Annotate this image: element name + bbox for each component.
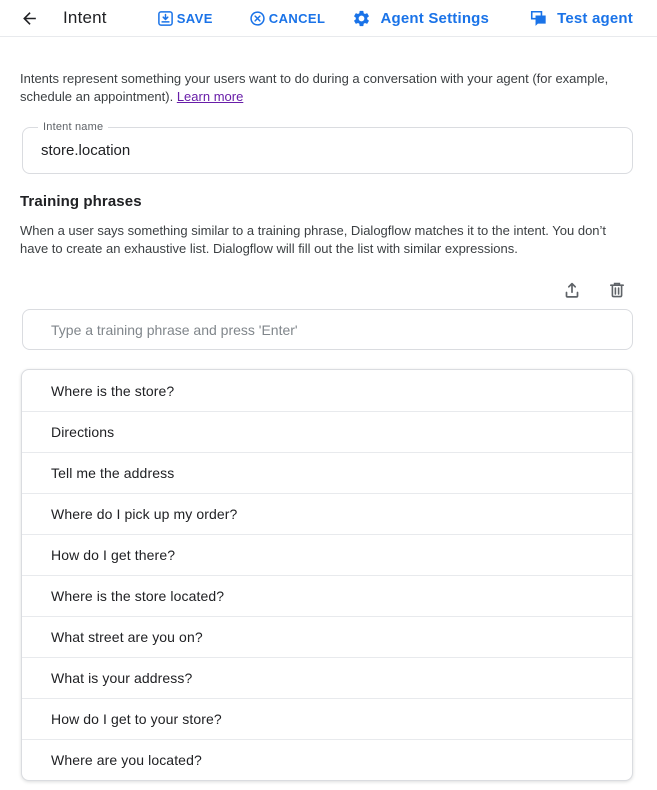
cancel-button[interactable] (249, 10, 326, 27)
training-phrase-text: What is your address? (51, 670, 193, 686)
topbar-right-group (352, 9, 633, 28)
training-phrase-row[interactable] (22, 534, 632, 575)
test-agent-label: Test agent (557, 9, 633, 27)
cancel-circle-icon (249, 10, 266, 27)
training-phrase-row[interactable] (22, 411, 632, 452)
training-phrase-text: What street are you on? (51, 629, 203, 645)
gear-icon (352, 9, 371, 28)
intent-name-input[interactable] (23, 142, 632, 159)
back-button[interactable] (20, 9, 39, 28)
test-agent-button[interactable] (529, 9, 633, 28)
agent-settings-label: Agent Settings (380, 9, 490, 27)
top-bar (0, 0, 657, 37)
training-phrases-description: When a user says something similar to a training phrase, Dialogflow matches it to the intent. You don’t have to create an exhaustive list. Dialogflow will fill out the list with similar expressions. (20, 223, 607, 256)
training-phrase-text: How do I get there? (51, 547, 176, 563)
agent-settings-button[interactable] (352, 9, 489, 28)
intent-name-field (22, 121, 633, 174)
trash-icon (607, 280, 627, 300)
delete-phrases-button[interactable] (607, 280, 627, 300)
training-phrase-text: Where is the store? (51, 382, 175, 399)
training-phrase-row[interactable] (22, 575, 632, 616)
training-phrase-text: Where are you located? (51, 752, 202, 768)
training-phrase-row[interactable] (22, 739, 632, 780)
save-button[interactable] (157, 10, 213, 27)
training-phrases-heading: Training phrases (20, 193, 142, 210)
training-phrase-text: Directions (51, 424, 115, 440)
save-icon (157, 10, 174, 27)
training-phrase-row[interactable] (22, 698, 632, 739)
training-phrase-text: Tell me the address (51, 465, 175, 481)
training-phrase-input[interactable] (22, 309, 633, 350)
training-phrases-list (21, 369, 633, 781)
training-phrase-row[interactable] (22, 657, 632, 698)
training-phrase-row[interactable] (22, 452, 632, 493)
upload-phrases-button[interactable] (562, 280, 582, 300)
save-button-label: SAVE (176, 10, 213, 26)
chat-forum-icon (529, 9, 548, 28)
learn-more-link[interactable]: Learn more (176, 89, 244, 104)
training-phrase-text: How do I get to your store? (51, 711, 222, 727)
back-arrow-icon (20, 9, 39, 28)
page-title: Intent (63, 8, 107, 27)
training-phrase-text: Where do I pick up my order? (51, 506, 238, 522)
training-phrase-text: Where is the store located? (51, 588, 225, 604)
cancel-button-label: CANCEL (268, 10, 326, 26)
intent-description-text: Intents represent something your users want to do during a conversation with your agent (for example, schedule an appointment). (20, 71, 609, 104)
upload-icon (562, 280, 582, 300)
intent-name-label: Intent name (38, 121, 108, 133)
training-phrases-toolbar (0, 278, 627, 302)
training-phrase-row[interactable] (22, 493, 632, 534)
intent-description (20, 70, 637, 106)
training-phrase-row[interactable] (22, 616, 632, 657)
training-phrase-row[interactable] (22, 370, 632, 411)
